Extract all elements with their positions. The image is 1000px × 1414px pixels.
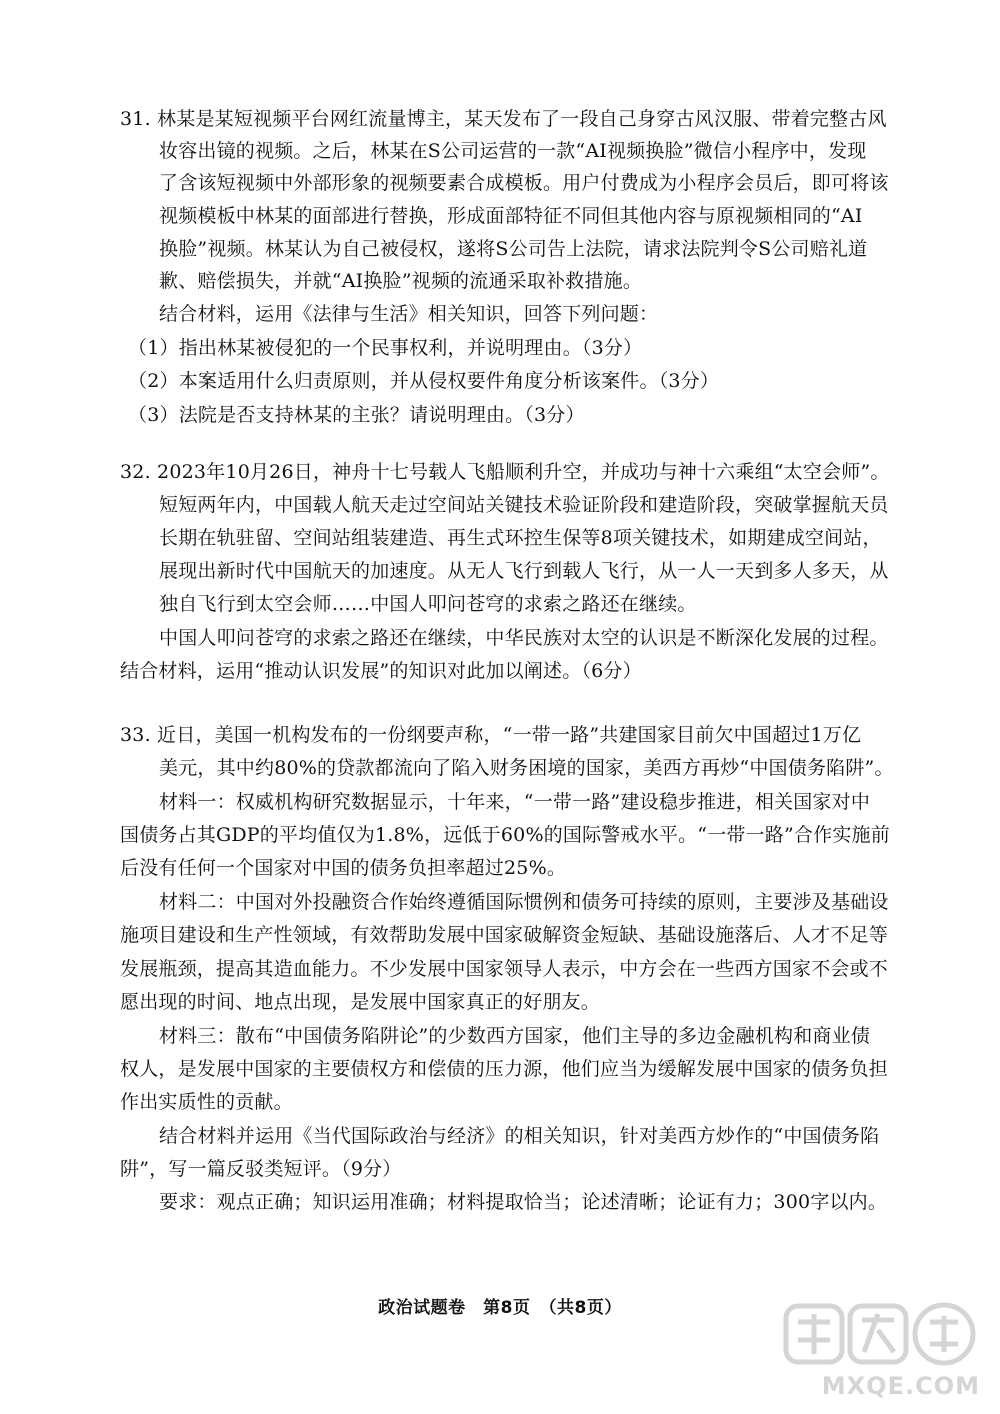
- q31-subquestion-2: （2）本案适用什么归责原则，并从侵权要件角度分析该案件。（3分）: [128, 370, 720, 392]
- q33-requirements: 要求：观点正确；知识运用准确；材料提取恰当；论述清晰；论证有力；300字以内。: [159, 1191, 888, 1213]
- q32-line-2: 短短两年内，中国载人航天走过空间站关键技术验证阶段和建造阶段，突破掌握航天员: [159, 494, 889, 516]
- q33-material-2-line-2: 施项目建设和生产性领域，有效帮助发展中国家破解资金短缺、基础设施落后、人才不足等: [120, 924, 889, 946]
- q32-line-1: 32. 2023年10月26日，神舟十七号载人飞船顺利升空，并成功与神十六乘组“太空会师”。: [120, 461, 890, 483]
- page-footer: 政治试题卷 第8页 （共8页）: [378, 1298, 622, 1318]
- q32-line-4: 展现出新时代中国航天的加速度。从无人飞行到载人飞行，从一人一天到多人多天，从: [159, 560, 889, 582]
- q33-material-1-line-1: 材料一：权威机构研究数据显示，十年来，“一带一路”建设稳步推进，相关国家对中: [159, 791, 871, 813]
- q33-material-2-line-4: 愿出现的时间、地点出现，是发展中国家真正的好朋友。: [120, 991, 601, 1013]
- q33-material-3-line-1: 材料三：散布“中国债务陷阱论”的少数西方国家，他们主导的多边金融机构和商业债: [159, 1025, 871, 1047]
- q31-line-4: 视频模板中林某的面部进行替换，形成面部特征不同但其他内容与原视频相同的“AI: [159, 205, 863, 227]
- q33-material-1-line-2: 国债务占其GDP的平均值仅为1.8%，远低于60%的国际警戒水平。“一带一路”合作实施前: [120, 824, 890, 846]
- watermark-logo: [780, 1300, 980, 1400]
- q33-line-1: 33. 近日，美国一机构发布的一份纲要声称，“一带一路”共建国家目前欠中国超过1万亿: [120, 724, 862, 746]
- q33-instruction-line-2: 阱”，写一篇反驳类短评。（9分）: [120, 1158, 402, 1180]
- q31-line-5: 换脸”视频。林某认为自己被侵权，遂将S公司告上法院，请求法院判令S公司赔礼道: [159, 238, 868, 260]
- q31-line-1: 31. 林某是某短视频平台网红流量博主，某天发布了一段自己身穿古风汉服、带着完整古风: [120, 108, 887, 130]
- q32-line-3: 长期在轨驻留、空间站组装建造、再生式环控生保等8项关键技术，如期建成空间站，: [159, 527, 882, 549]
- q33-material-1-line-3: 后没有任何一个国家对中国的债务负担率超过25%。: [120, 857, 567, 879]
- q33-instruction-line-1: 结合材料并运用《当代国际政治与经济》的相关知识，针对美西方炒作的“中国债务陷: [159, 1125, 880, 1147]
- q31-instruction: 结合材料，运用《法律与生活》相关知识，回答下列问题：: [159, 303, 659, 325]
- q31-line-2: 妆容出镜的视频。之后，林某在S公司运营的一款“AI视频换脸”微信小程序中，发现: [159, 140, 867, 162]
- watermark-text: MXQE.COM: [821, 1372, 980, 1400]
- q32-line-6: 中国人叩问苍穹的求索之路还在继续，中华民族对太空的认识是不断深化发展的过程。: [159, 627, 889, 649]
- q31-subquestion-3: （3）法院是否支持林某的主张？请说明理由。（3分）: [128, 404, 585, 426]
- q33-line-2: 美元，其中约80%的贷款都流向了陷入财务困境的国家，美西方再炒“中国债务陷阱”。: [159, 757, 894, 779]
- watermark-glyphs-icon: [780, 1300, 980, 1370]
- q33-material-3-line-3: 作出实质性的贡献。: [120, 1091, 293, 1113]
- q33-material-2-line-1: 材料二：中国对外投融资合作始终遵循国际惯例和债务可持续的原则，主要涉及基础设: [159, 891, 889, 913]
- q31-line-3: 了含该短视频中外部形象的视频要素合成模板。用户付费成为小程序会员后，即可将该: [159, 172, 889, 194]
- q32-instruction: 结合材料，运用“推动认识发展”的知识对此加以阐述。（6分）: [120, 660, 642, 682]
- q31-line-6: 歉、赔偿损失，并就“AI换脸”视频的流通采取补救措施。: [159, 270, 643, 292]
- q33-material-3-line-2: 权人，是发展中国家的主要债权方和偿债的压力源，他们应当为缓解发展中国家的债务负担: [120, 1058, 889, 1080]
- q31-subquestion-1: （1）指出林某被侵犯的一个民事权利，并说明理由。（3分）: [128, 337, 643, 359]
- q32-line-5: 独自飞行到太空会师……中国人叩问苍穹的求索之路还在继续。: [159, 593, 697, 615]
- q33-material-2-line-3: 发展瓶颈，提高其造血能力。不少发展中国家领导人表示，中方会在一些西方国家不会或不: [120, 958, 889, 980]
